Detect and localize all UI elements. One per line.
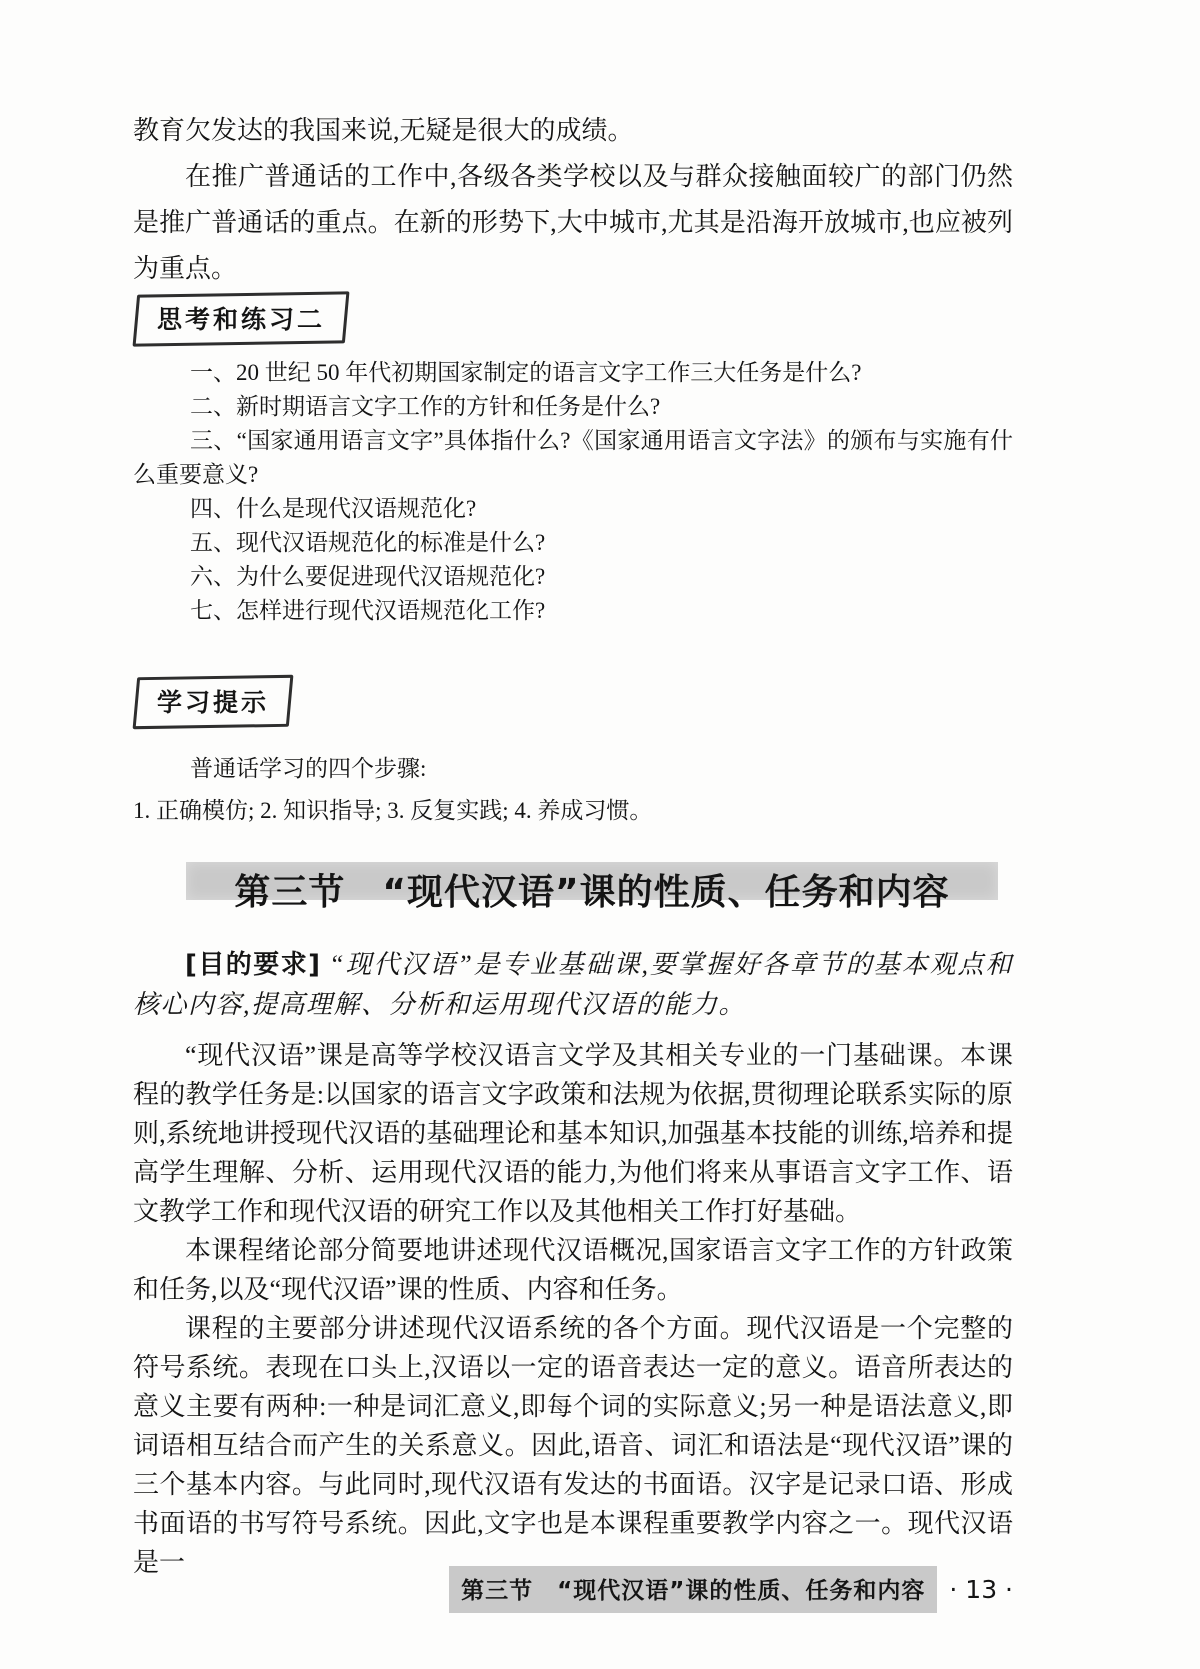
exercise-box-label: 思考和练习二 — [157, 305, 326, 334]
question-list — [133, 356, 1013, 628]
intro-continuation-line: 教育欠发达的我国来说,无疑是很大的成绩。 — [133, 116, 634, 145]
question-item: 二、新时期语言文字工作的方针和任务是什么? — [190, 394, 661, 419]
question-item: 七、怎样进行现代汉语规范化工作? — [190, 598, 546, 623]
intro-paragraph: 在推广普通话的工作中,各级各类学校以及与群众接触面较广的部门仍然是推广普通话的重点。在新的形势下,大中城市,尤其是沿海开放城市,也应被列为重点。 — [133, 162, 1013, 283]
main-body-text — [133, 1036, 1013, 1582]
tips-line: 1. 正确模仿; 2. 知识指导; 3. 反复实践; 4. 养成习惯。 — [133, 798, 653, 823]
footer-page-number: · 13 · — [949, 1575, 1013, 1604]
body-paragraph: 本课程绪论部分简要地讲述现代汉语概况,国家语言文字工作的方针政策和任务,以及“现代汉语”课的性质、内容和任务。 — [133, 1236, 1013, 1304]
question-item: 一、20 世纪 50 年代初期国家制定的语言文字工作三大任务是什么? — [190, 360, 862, 385]
question-item: 五、现代汉语规范化的标准是什么? — [190, 530, 546, 555]
page-footer — [133, 1566, 1013, 1613]
section-heading-title: 第三节 “现代汉语”课的性质、任务和内容 — [234, 872, 950, 913]
tips-line: 普通话学习的四个步骤: — [190, 756, 427, 781]
intro-paragraphs — [133, 108, 1013, 292]
body-paragraph: “现代汉语”课是高等学校汉语言文学及其相关专业的一门基础课。本课程的教学任务是:以国家的语言文字政策和法规为依据,贯彻理论联系实际的原则,系统地讲授现代汉语的基础理论和基本知识,加强基本技能的训练,培养和提高学生理解、分析、运用现代汉语的能力,为他们将来从事语言文字工作、语文教学工作和现代汉语的研究工作以及其他相关工作打好基础。 — [133, 1041, 1013, 1226]
section-heading — [186, 862, 998, 934]
question-item: 六、为什么要促进现代汉语规范化? — [190, 564, 546, 589]
tips-box-label: 学习提示 — [157, 688, 270, 717]
body-paragraph: 课程的主要部分讲述现代汉语系统的各个方面。现代汉语是一个完整的符号系统。表现在口头上,汉语以一定的语音表达一定的意义。语音所表达的意义主要有两种:一种是词汇意义,即每个词的实际意义;另一种是语法意义,即词语相互结合而产生的关系意义。因此,语音、词汇和语法是“现代汉语”课的三个基本内容。与此同时,现代汉语有发达的书面语。汉字是记录口语、形成书面语的书写符号系统。因此,文字也是本课程重要教学内容之一。现代汉语是一 — [133, 1314, 1013, 1577]
objective-text: “现代汉语”是专业基础课,要掌握好各章节的基本观点和核心内容,提高理解、分析和运用现代汉语的能力。 — [133, 950, 1013, 1019]
tips-content — [133, 748, 1013, 832]
question-item: 三、“国家通用语言文字”具体指什么?《国家通用语言文字法》的颁布与实施有什么重要意义? — [133, 428, 1013, 487]
objective-paragraph — [133, 945, 1013, 1025]
footer-section-title: 第三节 “现代汉语”课的性质、任务和内容 — [449, 1566, 937, 1613]
objective-label: [目的要求] — [185, 950, 322, 980]
question-item: 四、什么是现代汉语规范化? — [190, 496, 477, 521]
tips-section-box — [135, 676, 291, 728]
exercise-section-box — [135, 293, 347, 345]
